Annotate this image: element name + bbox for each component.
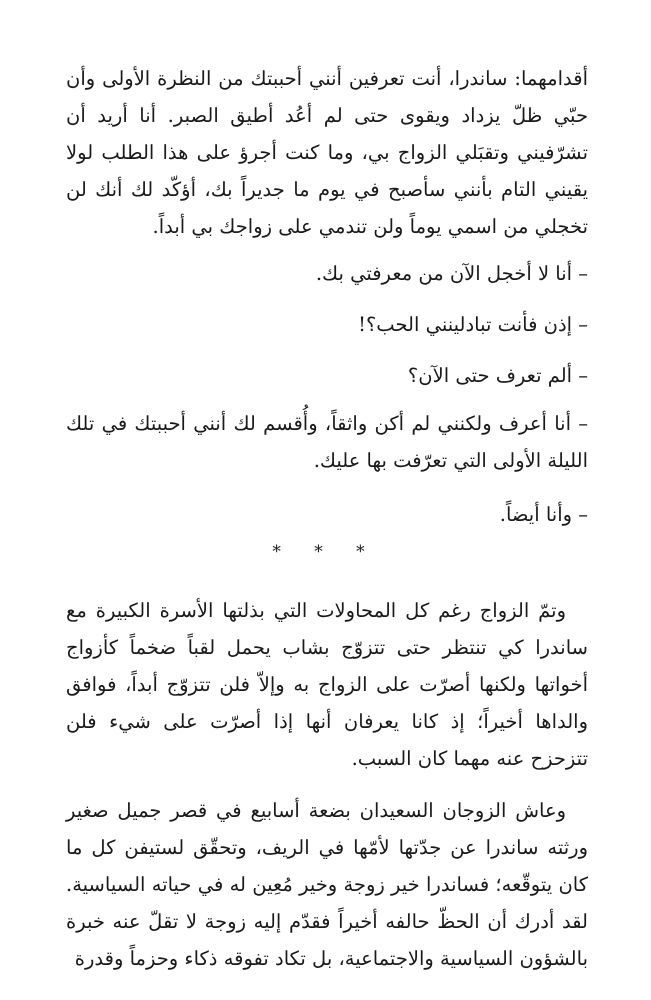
paragraph-proposal: أقدامهما: ساندرا، أنت تعرفين أنني أحببتك من النظرة الأولى وأن حبّي ظلّ يزداد ويقوى حتى لم أعُد أطيق الصبر. أنا أريد أن تشرّفيني وتقبَلي الزواج بي، وما كنت أجرؤ على هذا الطلب لولا يقيني التام بأنني سأصبح في يوم ما جديراً بك، أؤكّد لك أنك لن تخجلي من اسمي يوماً ولن تندمي على زواجك بي أبداً. xyxy=(66,67,588,238)
dialogue-line-5: – وأنا أيضاً. xyxy=(499,503,588,526)
dialogue-line-3: – ألم تعرف حتى الآن؟ xyxy=(407,364,588,387)
dialogue-line-1: – أنا لا أخجل الآن من معرفتي بك. xyxy=(315,262,588,285)
paragraph-couple-life: وعاش الزوجان السعيدان بضعة أسابيع في قصر جميل صغير ورثته ساندرا عن جدّتها لأمّها في الريف، وتحقّق لستيفن كل ما كان يتوقّعه؛ فساندرا خير زوجة وخير مُعِين له في حياته السياسية. لقد أدرك أن الحظّ حالفه أخيراً فقدّم إليه زوجة لا تقلّ عنه خبرة بالشؤون السياسية والاجتماعية، بل تكاد تفوقه ذكاء وحزماً وقدرة xyxy=(66,799,588,970)
dialogue-line-2: – إذن فأنت تبادلينني الحب؟! xyxy=(358,313,588,336)
dialogue-line-4: – أنا أعرف ولكنني لم أكن واثقاً، وأُقسم لك أنني أحببتك في تلك الليلة الأولى التي تعرّفت بها عليك. xyxy=(66,412,588,472)
section-separator: * * * xyxy=(272,542,379,562)
paragraph-marriage: وتمّ الزواج رغم كل المحاولات التي بذلتها الأسرة الكبيرة مع ساندرا كي تنتظر حتى تتزوّج بشاب يحمل لقباً ضخماً كأزواج أخواتها ولكنها أصرّت على الزواج به وإلاّ فلن تتزوّج أبداً، فوافق والداها أخيراً؛ إذ كانا يعرفان أنها إذا أصرّت على شيء فلن تتزحزح عنه مهما كان السبب. xyxy=(66,599,588,770)
